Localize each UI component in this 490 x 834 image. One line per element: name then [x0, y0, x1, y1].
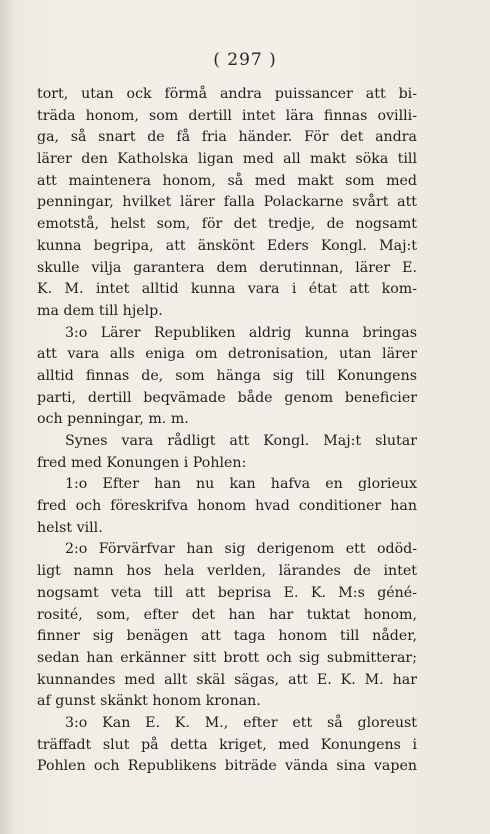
text-line: 2:o Förvärfvar han sig derigenom ett odöd-: [65, 541, 417, 558]
text-line: emotstå, helst som, för det tredje, de nogsamt: [37, 216, 417, 233]
text-line: kunnandes med allt skäl sägas, att E. K. M. har: [37, 671, 417, 688]
text-line: sedan han erkänner sitt brott och sig submitterar;: [37, 649, 417, 666]
text-line: parti, dertill beqvämade både genom beneficier: [37, 389, 417, 406]
text-line: fred och föreskrifva honom hvad conditioner han: [37, 498, 417, 515]
text-line: K. M. intet alltid kunna vara i état att kom-: [37, 281, 417, 298]
text-line: att vara alls eniga om detronisation, utan lärer: [37, 346, 417, 363]
text-line: rosité, som, efter det han har tuktat honom,: [37, 606, 417, 623]
text-line: Pohlen och Republikens biträde vända sina vapen: [37, 758, 417, 775]
text-line: 1:o Efter han nu kan hafva en glorieux: [65, 476, 417, 493]
text-line: ligt namn hos hela verlden, lärandes de intet: [37, 563, 417, 580]
text-line: lärer den Katholska ligan med all makt söka till: [37, 151, 417, 168]
text-line: nogsamt veta till att beprisa E. K. M:s géné-: [37, 584, 417, 601]
body-text: [37, 84, 417, 778]
text-line: ga, så snart de få fria händer. För det andra: [37, 129, 417, 146]
text-line: alltid finnas de, som hänga sig till Konungens: [37, 367, 417, 384]
page-number: ( 297 ): [213, 50, 277, 70]
text-line: af gunst skänkt honom kronan.: [37, 693, 261, 710]
text-line: fred med Konungen i Pohlen:: [37, 454, 247, 471]
text-line: och penningar, m. m.: [37, 411, 189, 428]
text-line: ma dem till hjelp.: [37, 302, 163, 319]
text-line: träda honom, som dertill intet lära finnas ovilli-: [37, 107, 417, 124]
text-line: tort, utan ock förmå andra puissancer att bi-: [37, 86, 417, 102]
text-line: finner sig benägen att taga honom till nåder,: [37, 628, 417, 645]
text-line: helst vill.: [37, 519, 103, 536]
text-line: 3:o Lärer Republiken aldrig kunna bringas: [65, 324, 417, 341]
text-line: att maintenera honom, så med makt som med: [37, 172, 417, 189]
text-line: Synes vara rådligt att Kongl. Maj:t slutar: [65, 433, 417, 449]
text-line: skulle vilja garantera dem derutinnan, lärer E.: [37, 259, 417, 276]
text-line: 3:o Kan E. K. M., efter ett så gloreust: [65, 714, 417, 731]
text-line: penningar, hvilket lärer falla Polackarne svårt att: [37, 194, 417, 211]
text-line: träffadt slut på detta kriget, med Konungens i: [37, 736, 417, 753]
spine-shadow: [0, 0, 14, 834]
text-line: kunna begripa, att änskönt Eders Kongl. Maj:t: [37, 237, 417, 254]
